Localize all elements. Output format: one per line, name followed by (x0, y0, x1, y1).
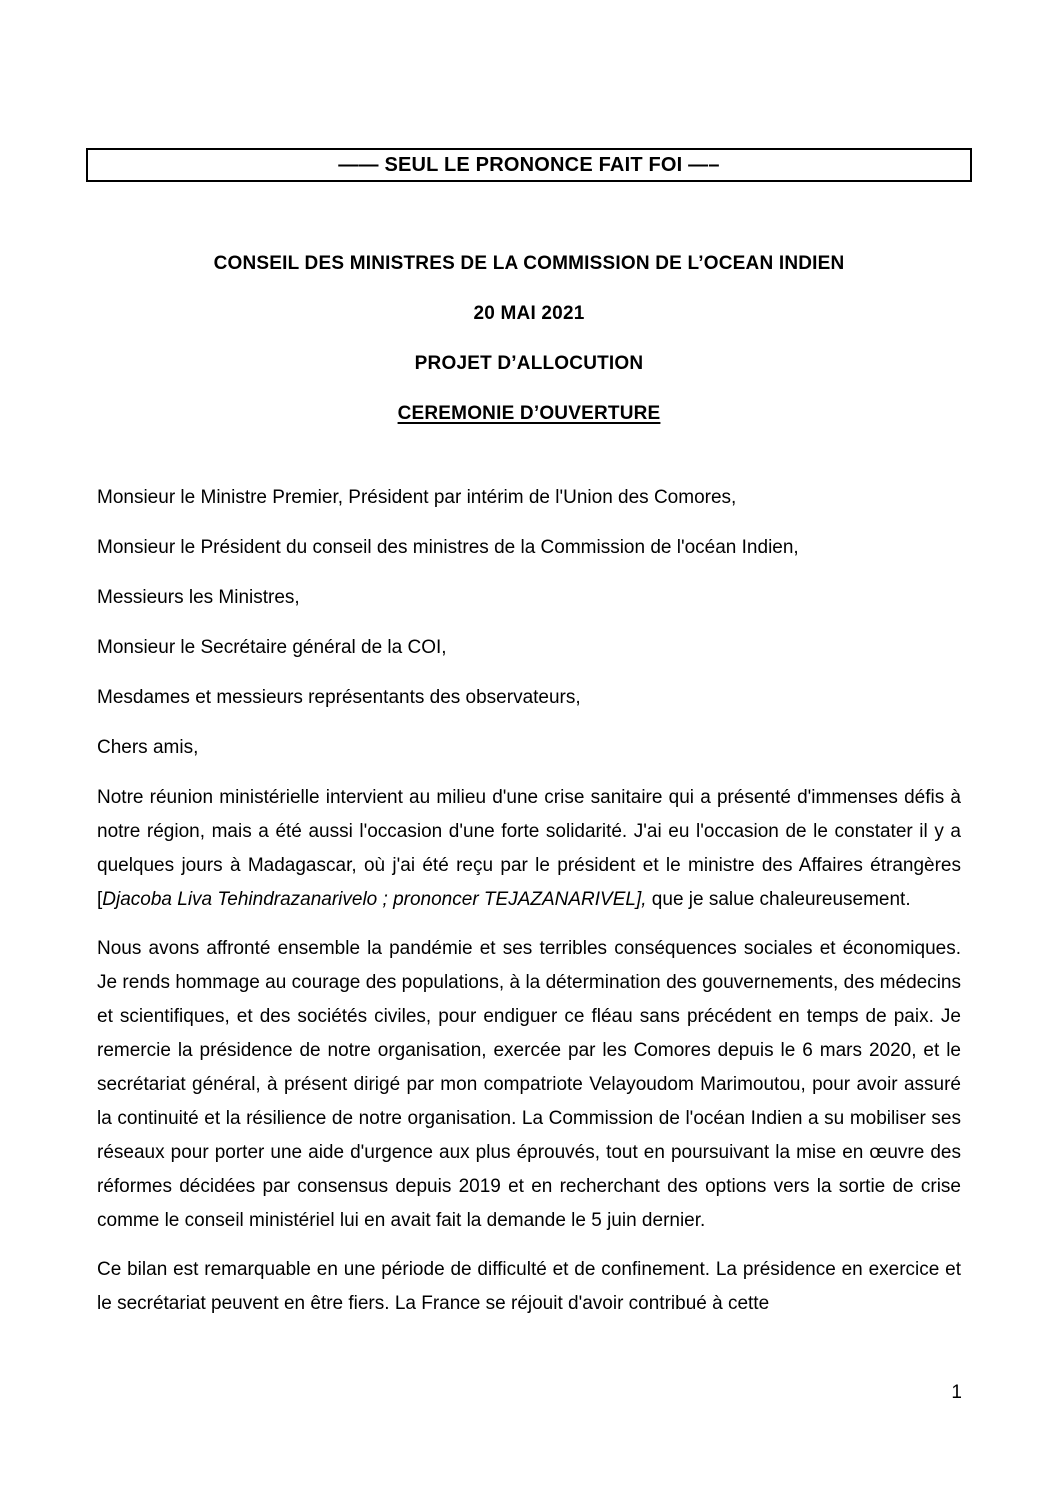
salutation-line: Messieurs les Ministres, (97, 587, 300, 608)
disclaimer-text: —— SEUL LE PRONONCE FAIT FOI —– (338, 154, 720, 176)
salutations (97, 481, 961, 765)
body-paragraphs (97, 781, 961, 1321)
salutation-line: Monsieur le Secrétaire général de la COI, (97, 637, 447, 658)
document-date: 20 MAI 2021 (473, 303, 585, 324)
paragraph-2: Nous avons affronté ensemble la pandémie et ses terribles conséquences sociales et économiques. Je rends hommage au courage des populations, à la détermination des gouvernements, des médecins et scientifiques, et des sociétés civiles, pour endiguer ce fléau sans précédent en temps de paix. Je remercie la présidence de notre organisation, exercée par les Comores depuis le 6 mars 2020, et le secrétariat général, à présent dirigé par mon compatriote Velayoudom Marimoutou, pour avoir assuré la continuité et la résilience de notre organisation. La Commission de l'océan Indien a su mobiliser ses réseaux pour porter une aide d'urgence aux plus éprouvés, tout en poursuivant la mise en œuvre des réformes décidées par consensus depuis 2019 et en recherchant des options vers la sortie de crise comme le conseil ministériel lui en avait fait la demande le 5 juin dernier. (97, 938, 961, 1231)
document-section-text: CEREMONIE D’OUVERTURE (397, 403, 661, 424)
title-block (86, 252, 972, 426)
document-content (97, 481, 961, 1321)
document-title: CONSEIL DES MINISTRES DE LA COMMISSION DE L’OCEAN INDIEN (213, 253, 845, 274)
paragraph-1-italic-note: Djacoba Liva Tehindrazanarivelo ; prononcer TEJAZANARIVEL], (102, 889, 647, 910)
salutation-line: Monsieur le Président du conseil des ministres de la Commission de l'océan Indien, (97, 537, 799, 558)
salutation-line: Mesdames et messieurs représentants des observateurs, (97, 687, 581, 708)
paragraph-3: Ce bilan est remarquable en une période de difficulté et de confinement. La présidence en exercice et le secrétariat peuvent en être fiers. La France se réjouit d'avoir contribué à cette (97, 1259, 961, 1314)
disclaimer-box (86, 148, 972, 182)
page-number: 1 (951, 1382, 962, 1403)
paragraph-1-text: Notre réunion ministérielle intervient au milieu d'une crise sanitaire qui a présenté d'immenses défis à notre région, mais a été aussi l'occasion d'une forte solidarité. J'ai eu l'occasion de le constater il y a quelques jours à Madagascar, où j'ai été reçu par le président et le ministre des Affaires étrangères [ (97, 787, 961, 910)
paragraph-1-text-end: que je salue chaleureusement. (646, 889, 911, 910)
paragraph-1 (97, 781, 961, 917)
document-section-heading (86, 402, 972, 426)
document-subtitle: PROJET D’ALLOCUTION (414, 353, 644, 374)
salutation-line: Chers amis, (97, 737, 199, 758)
salutation-line: Monsieur le Ministre Premier, Président par intérim de l'Union des Comores, (97, 487, 737, 508)
